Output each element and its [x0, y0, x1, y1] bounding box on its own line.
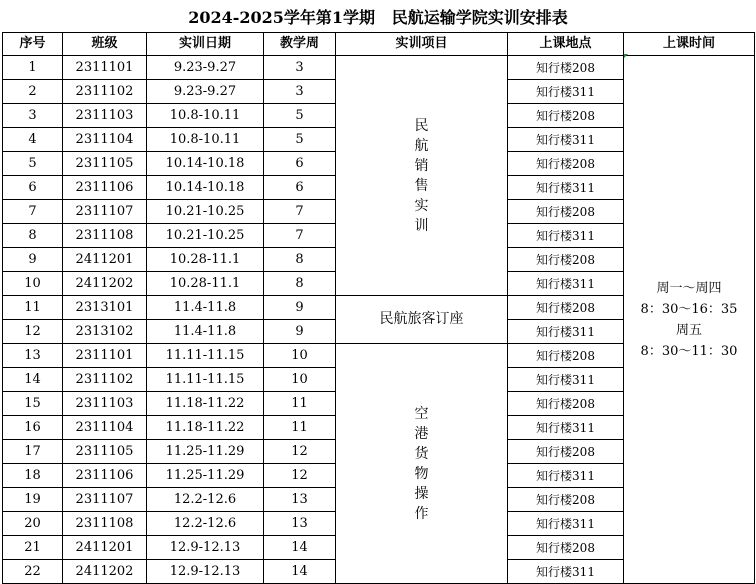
- cell-date[interactable]: 10.8-10.11: [147, 128, 264, 152]
- cell-class[interactable]: 2411202: [63, 560, 147, 584]
- cell-class[interactable]: 2311107: [63, 200, 147, 224]
- cell-no[interactable]: 1: [3, 56, 63, 80]
- cell-place[interactable]: 知行楼208: [508, 440, 624, 464]
- cell-no[interactable]: 16: [3, 416, 63, 440]
- cell-date[interactable]: 10.21-10.25: [147, 224, 264, 248]
- cell-place[interactable]: 知行楼311: [508, 320, 624, 344]
- cell-place[interactable]: 知行楼208: [508, 200, 624, 224]
- cell-class[interactable]: 2411201: [63, 536, 147, 560]
- header-cell-week[interactable]: 教学周: [264, 33, 336, 56]
- cell-week[interactable]: 11: [264, 416, 336, 440]
- cell-week[interactable]: 13: [264, 488, 336, 512]
- cell-place[interactable]: 知行楼311: [508, 224, 624, 248]
- cell-date[interactable]: 9.23-9.27: [147, 80, 264, 104]
- cell-place[interactable]: 知行楼208: [508, 104, 624, 128]
- cell-class[interactable]: 2311103: [63, 392, 147, 416]
- table-body: [3, 56, 755, 584]
- cell-no[interactable]: 17: [3, 440, 63, 464]
- cell-class[interactable]: 2311101: [63, 344, 147, 368]
- cell-place[interactable]: 知行楼208: [508, 152, 624, 176]
- cell-place[interactable]: 知行楼311: [508, 512, 624, 536]
- cell-class[interactable]: 2311108: [63, 224, 147, 248]
- cell-no[interactable]: 7: [3, 200, 63, 224]
- cell-week[interactable]: 3: [264, 80, 336, 104]
- cell-class[interactable]: 2411202: [63, 272, 147, 296]
- cell-class[interactable]: 2311103: [63, 104, 147, 128]
- cell-no[interactable]: 12: [3, 320, 63, 344]
- cell-class[interactable]: 2411201: [63, 248, 147, 272]
- cell-class[interactable]: 2311101: [63, 56, 147, 80]
- header-cell-project[interactable]: 实训项目: [336, 33, 508, 56]
- cell-no[interactable]: 20: [3, 512, 63, 536]
- cell-date[interactable]: 12.9-12.13: [147, 536, 264, 560]
- cell-corner-marker: [624, 54, 628, 58]
- project-label: 民航销售实训: [414, 117, 429, 234]
- time-text-line4: 8：30～11：30: [640, 343, 738, 359]
- cell-date[interactable]: 12.2-12.6: [147, 512, 264, 536]
- cell-week[interactable]: 8: [264, 248, 336, 272]
- cell-date[interactable]: 10.14-10.18: [147, 176, 264, 200]
- cell-place[interactable]: 知行楼311: [508, 272, 624, 296]
- cell-class[interactable]: 2311106: [63, 464, 147, 488]
- cell-no[interactable]: 21: [3, 536, 63, 560]
- cell-week[interactable]: 12: [264, 464, 336, 488]
- cell-week[interactable]: 7: [264, 200, 336, 224]
- cell-project[interactable]: [336, 344, 508, 584]
- time-text-line2: 8：30～16：35: [640, 301, 738, 317]
- cell-place[interactable]: 知行楼208: [508, 296, 624, 320]
- cell-date[interactable]: 11.25-11.29: [147, 464, 264, 488]
- cell-class[interactable]: 2311105: [63, 440, 147, 464]
- cell-date[interactable]: 11.4-11.8: [147, 296, 264, 320]
- cell-class[interactable]: 2311104: [63, 128, 147, 152]
- cell-class[interactable]: 2311104: [63, 416, 147, 440]
- cell-week[interactable]: 14: [264, 560, 336, 584]
- cell-place[interactable]: 知行楼311: [508, 416, 624, 440]
- cell-place[interactable]: 知行楼208: [508, 392, 624, 416]
- cell-date[interactable]: 11.11-11.15: [147, 368, 264, 392]
- cell-date[interactable]: 11.11-11.15: [147, 344, 264, 368]
- cell-class[interactable]: 2311108: [63, 512, 147, 536]
- cell-date[interactable]: 10.14-10.18: [147, 152, 264, 176]
- cell-place[interactable]: 知行楼208: [508, 536, 624, 560]
- cell-no[interactable]: 2: [3, 80, 63, 104]
- cell-class[interactable]: 2311102: [63, 368, 147, 392]
- cell-place[interactable]: 知行楼208: [508, 56, 624, 80]
- cell-week[interactable]: 11: [264, 392, 336, 416]
- cell-date[interactable]: 10.21-10.25: [147, 200, 264, 224]
- cell-week[interactable]: 9: [264, 296, 336, 320]
- cell-week[interactable]: 5: [264, 128, 336, 152]
- cell-no[interactable]: 14: [3, 368, 63, 392]
- cell-week[interactable]: 3: [264, 56, 336, 80]
- header-row: [3, 33, 755, 56]
- time-text-line3: 周五: [675, 322, 702, 338]
- cell-week[interactable]: 10: [264, 344, 336, 368]
- cell-time[interactable]: [624, 56, 755, 584]
- cell-week[interactable]: 13: [264, 512, 336, 536]
- cell-no[interactable]: 5: [3, 152, 63, 176]
- cell-week[interactable]: 5: [264, 104, 336, 128]
- cell-place[interactable]: 知行楼208: [508, 344, 624, 368]
- cell-class[interactable]: 2311105: [63, 152, 147, 176]
- sheet-title: 2024-2025学年第1学期 民航运输学院实训安排表: [188, 8, 568, 27]
- cell-place[interactable]: 知行楼311: [508, 368, 624, 392]
- cell-date[interactable]: 11.4-11.8: [147, 320, 264, 344]
- cell-date[interactable]: 10.8-10.11: [147, 104, 264, 128]
- project-label: 民航旅客订座: [379, 311, 464, 327]
- cell-no[interactable]: 18: [3, 464, 63, 488]
- cell-date[interactable]: 11.25-11.29: [147, 440, 264, 464]
- header-cell-place[interactable]: 上课地点: [508, 33, 624, 56]
- cell-week[interactable]: 7: [264, 224, 336, 248]
- cell-place[interactable]: 知行楼311: [508, 80, 624, 104]
- cell-date[interactable]: 12.9-12.13: [147, 560, 264, 584]
- cell-no[interactable]: 9: [3, 248, 63, 272]
- project-label: 空港货物操作: [414, 405, 429, 522]
- cell-week[interactable]: 9: [264, 320, 336, 344]
- time-text-line1: 周一～周四: [656, 280, 722, 296]
- cell-place[interactable]: 知行楼208: [508, 248, 624, 272]
- cell-week[interactable]: 12: [264, 440, 336, 464]
- table-row: [3, 56, 755, 80]
- cell-class[interactable]: 2311102: [63, 80, 147, 104]
- cell-date[interactable]: 11.18-11.22: [147, 392, 264, 416]
- cell-class[interactable]: 2311107: [63, 488, 147, 512]
- schedule-table: [2, 32, 755, 584]
- cell-week[interactable]: 10: [264, 368, 336, 392]
- cell-class[interactable]: 2313101: [63, 296, 147, 320]
- header-cell-class[interactable]: 班级: [63, 33, 147, 56]
- cell-week[interactable]: 6: [264, 152, 336, 176]
- cell-date[interactable]: 11.18-11.22: [147, 416, 264, 440]
- header-cell-time[interactable]: 上课时间: [624, 33, 755, 56]
- cell-date[interactable]: 10.28-11.1: [147, 272, 264, 296]
- cell-place[interactable]: 知行楼311: [508, 128, 624, 152]
- cell-place[interactable]: 知行楼311: [508, 560, 624, 584]
- cell-no[interactable]: 15: [3, 392, 63, 416]
- header-cell-date[interactable]: 实训日期: [147, 33, 264, 56]
- cell-week[interactable]: 6: [264, 176, 336, 200]
- cell-date[interactable]: 12.2-12.6: [147, 488, 264, 512]
- cell-no[interactable]: 22: [3, 560, 63, 584]
- cell-no[interactable]: 10: [3, 272, 63, 296]
- cell-no[interactable]: 11: [3, 296, 63, 320]
- cell-class[interactable]: 2313102: [63, 320, 147, 344]
- cell-no[interactable]: 8: [3, 224, 63, 248]
- cell-week[interactable]: 14: [264, 536, 336, 560]
- cell-date[interactable]: 10.28-11.1: [147, 248, 264, 272]
- cell-no[interactable]: 19: [3, 488, 63, 512]
- cell-week[interactable]: 8: [264, 272, 336, 296]
- cell-project[interactable]: [336, 296, 508, 344]
- cell-no[interactable]: 4: [3, 128, 63, 152]
- cell-place[interactable]: 知行楼311: [508, 176, 624, 200]
- cell-no[interactable]: 6: [3, 176, 63, 200]
- cell-date[interactable]: 9.23-9.27: [147, 56, 264, 80]
- spreadsheet: [2, 2, 754, 582]
- cell-place[interactable]: 知行楼208: [508, 488, 624, 512]
- cell-project[interactable]: [336, 56, 508, 296]
- cell-place[interactable]: 知行楼311: [508, 464, 624, 488]
- cell-no[interactable]: 3: [3, 104, 63, 128]
- header-cell-no[interactable]: 序号: [3, 33, 63, 56]
- cell-class[interactable]: 2311106: [63, 176, 147, 200]
- cell-no[interactable]: 13: [3, 344, 63, 368]
